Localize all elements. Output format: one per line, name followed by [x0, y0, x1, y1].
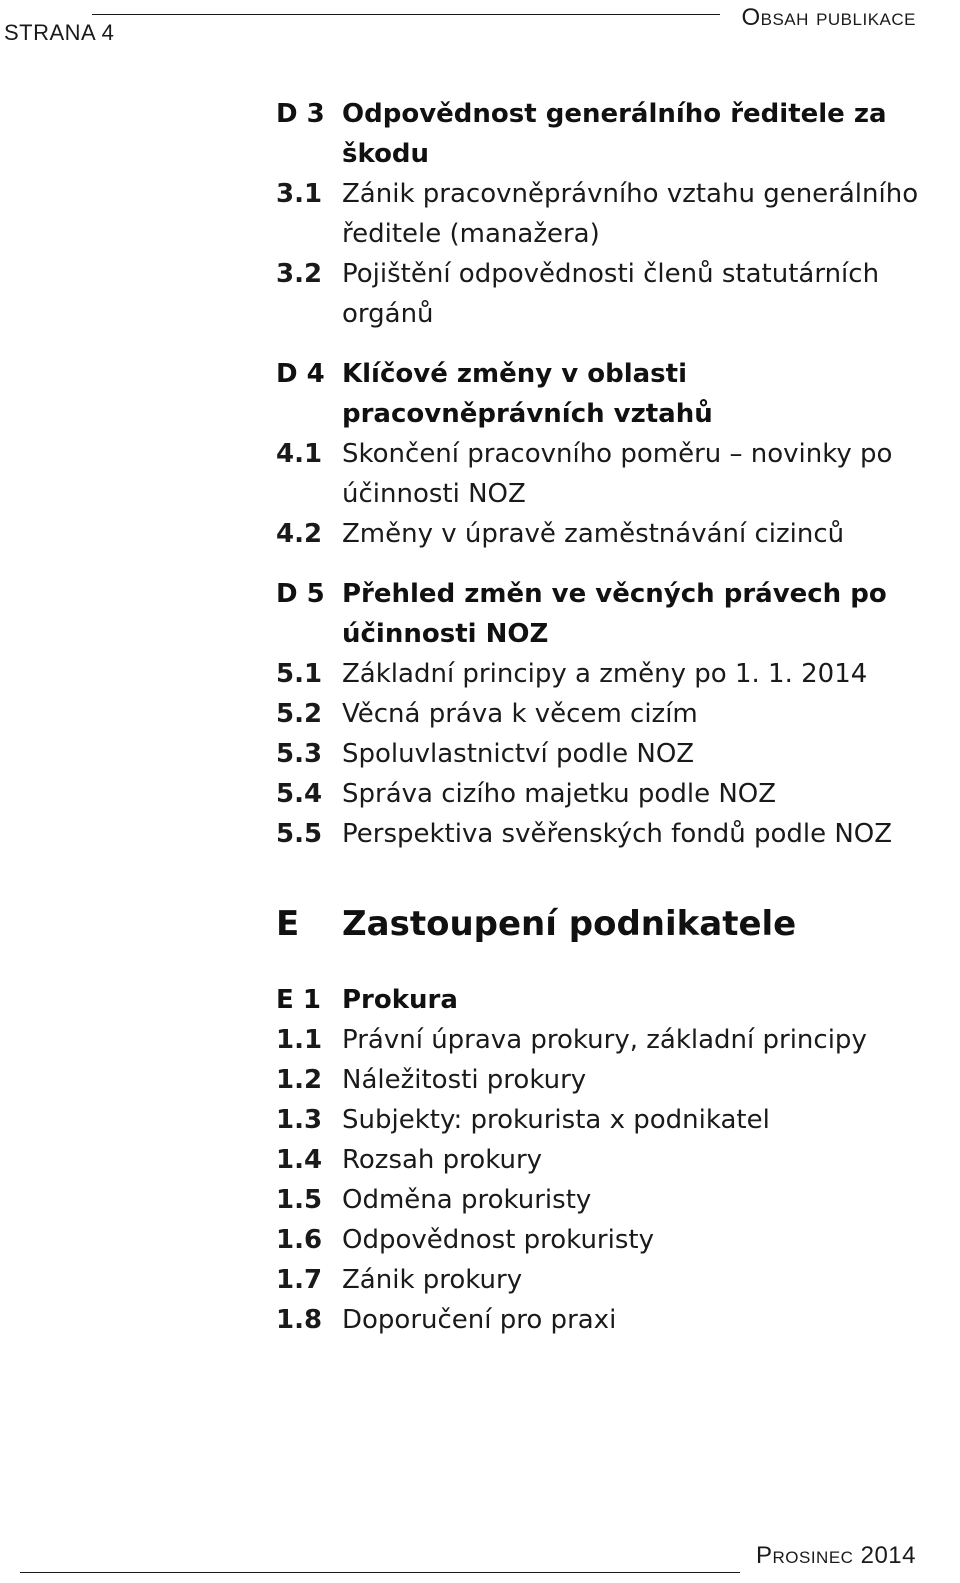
toc-item-number: 1.4 — [276, 1145, 323, 1175]
toc-item-number: 1.7 — [276, 1265, 323, 1295]
toc-section-title: Prokura — [342, 985, 458, 1015]
toc-section-number: D 3 — [276, 99, 325, 129]
toc-item-title: Změny v úpravě zaměstnávání cizinců — [342, 519, 845, 549]
toc-item-title: Subjekty: prokurista x podnikatel — [342, 1105, 770, 1135]
toc-item — [276, 434, 956, 514]
toc-item-title: Perspektiva svěřenských fondů podle NOZ — [342, 819, 893, 849]
toc-item-number: 1.6 — [276, 1225, 323, 1255]
toc-item — [276, 1100, 956, 1140]
toc-item-title: Věcná práva k věcem cizím — [342, 699, 698, 729]
toc-section-title: Přehled změn ve věcných právech po účinnosti NOZ — [342, 579, 887, 649]
toc-item-title: Náležitosti prokury — [342, 1065, 587, 1095]
toc-section-e1 — [276, 980, 956, 1020]
toc-item-number: 1.2 — [276, 1065, 323, 1095]
toc-item — [276, 1300, 956, 1340]
toc-section-title: Odpovědnost generálního ředitele za škodu — [342, 99, 887, 169]
toc-item — [276, 654, 956, 694]
toc-item — [276, 254, 956, 334]
toc-part-e — [276, 902, 956, 946]
footer-rule — [20, 1572, 740, 1573]
toc-item-number: 1.3 — [276, 1105, 323, 1135]
toc-item-title: Zánik prokury — [342, 1265, 523, 1295]
toc-item-number: 5.1 — [276, 659, 323, 689]
toc-item-number: 1.5 — [276, 1185, 323, 1215]
toc-section-number: E 1 — [276, 985, 321, 1015]
toc-section-d5 — [276, 574, 956, 654]
toc-item-title: Doporučení pro praxi — [342, 1305, 617, 1335]
toc-item — [276, 174, 956, 254]
toc-item-number: 5.2 — [276, 699, 323, 729]
toc-item — [276, 1220, 956, 1260]
toc-item-number: 5.3 — [276, 739, 323, 769]
toc-item — [276, 1060, 956, 1100]
toc-item — [276, 1140, 956, 1180]
toc-item-title: Zánik pracovněprávního vztahu generálního ředitele (manažera) — [342, 179, 919, 249]
toc-item-number: 3.2 — [276, 259, 323, 289]
toc-item — [276, 774, 956, 814]
toc-item-title: Pojištění odpovědnosti členů statutárních orgánů — [342, 259, 880, 329]
toc-section-d4 — [276, 354, 956, 434]
toc-item — [276, 1180, 956, 1220]
toc-item — [276, 734, 956, 774]
toc-item-number: 5.5 — [276, 819, 323, 849]
toc-item — [276, 694, 956, 734]
toc-item-number: 4.2 — [276, 519, 323, 549]
page-number: STRANA 4 — [4, 20, 115, 45]
toc-item — [276, 1020, 956, 1060]
header-rule — [92, 14, 720, 15]
toc-section-d3 — [276, 94, 956, 174]
toc-item — [276, 814, 956, 854]
toc-section-title: Klíčové změny v oblasti pracovněprávních vztahů — [342, 359, 713, 429]
toc-item-title: Právní úprava prokury, základní principy — [342, 1025, 867, 1055]
table-of-contents — [276, 94, 956, 1340]
toc-item-title: Základní principy a změny po 1. 1. 2014 — [342, 659, 868, 689]
running-header-title: Obsah publikace — [741, 4, 916, 31]
toc-section-number: D 4 — [276, 359, 325, 389]
toc-item-number: 3.1 — [276, 179, 323, 209]
footer-date: Prosinec 2014 — [755, 1542, 916, 1569]
toc-item-title: Rozsah prokury — [342, 1145, 543, 1175]
toc-part-letter: E — [276, 904, 300, 944]
toc-item-title: Správa cizího majetku podle NOZ — [342, 779, 777, 809]
toc-item-number: 1.1 — [276, 1025, 323, 1055]
toc-item-number: 1.8 — [276, 1305, 323, 1335]
toc-section-number: D 5 — [276, 579, 325, 609]
toc-item-title: Spoluvlastnictví podle NOZ — [342, 739, 695, 769]
toc-item-title: Skončení pracovního poměru – novinky po účinnosti NOZ — [342, 439, 893, 509]
toc-part-title: Zastoupení podnikatele — [342, 904, 797, 944]
toc-item-title: Odpovědnost prokuristy — [342, 1225, 654, 1255]
toc-item — [276, 514, 956, 554]
toc-item — [276, 1260, 956, 1300]
toc-item-number: 4.1 — [276, 439, 323, 469]
toc-item-number: 5.4 — [276, 779, 323, 809]
toc-item-title: Odměna prokuristy — [342, 1185, 592, 1215]
